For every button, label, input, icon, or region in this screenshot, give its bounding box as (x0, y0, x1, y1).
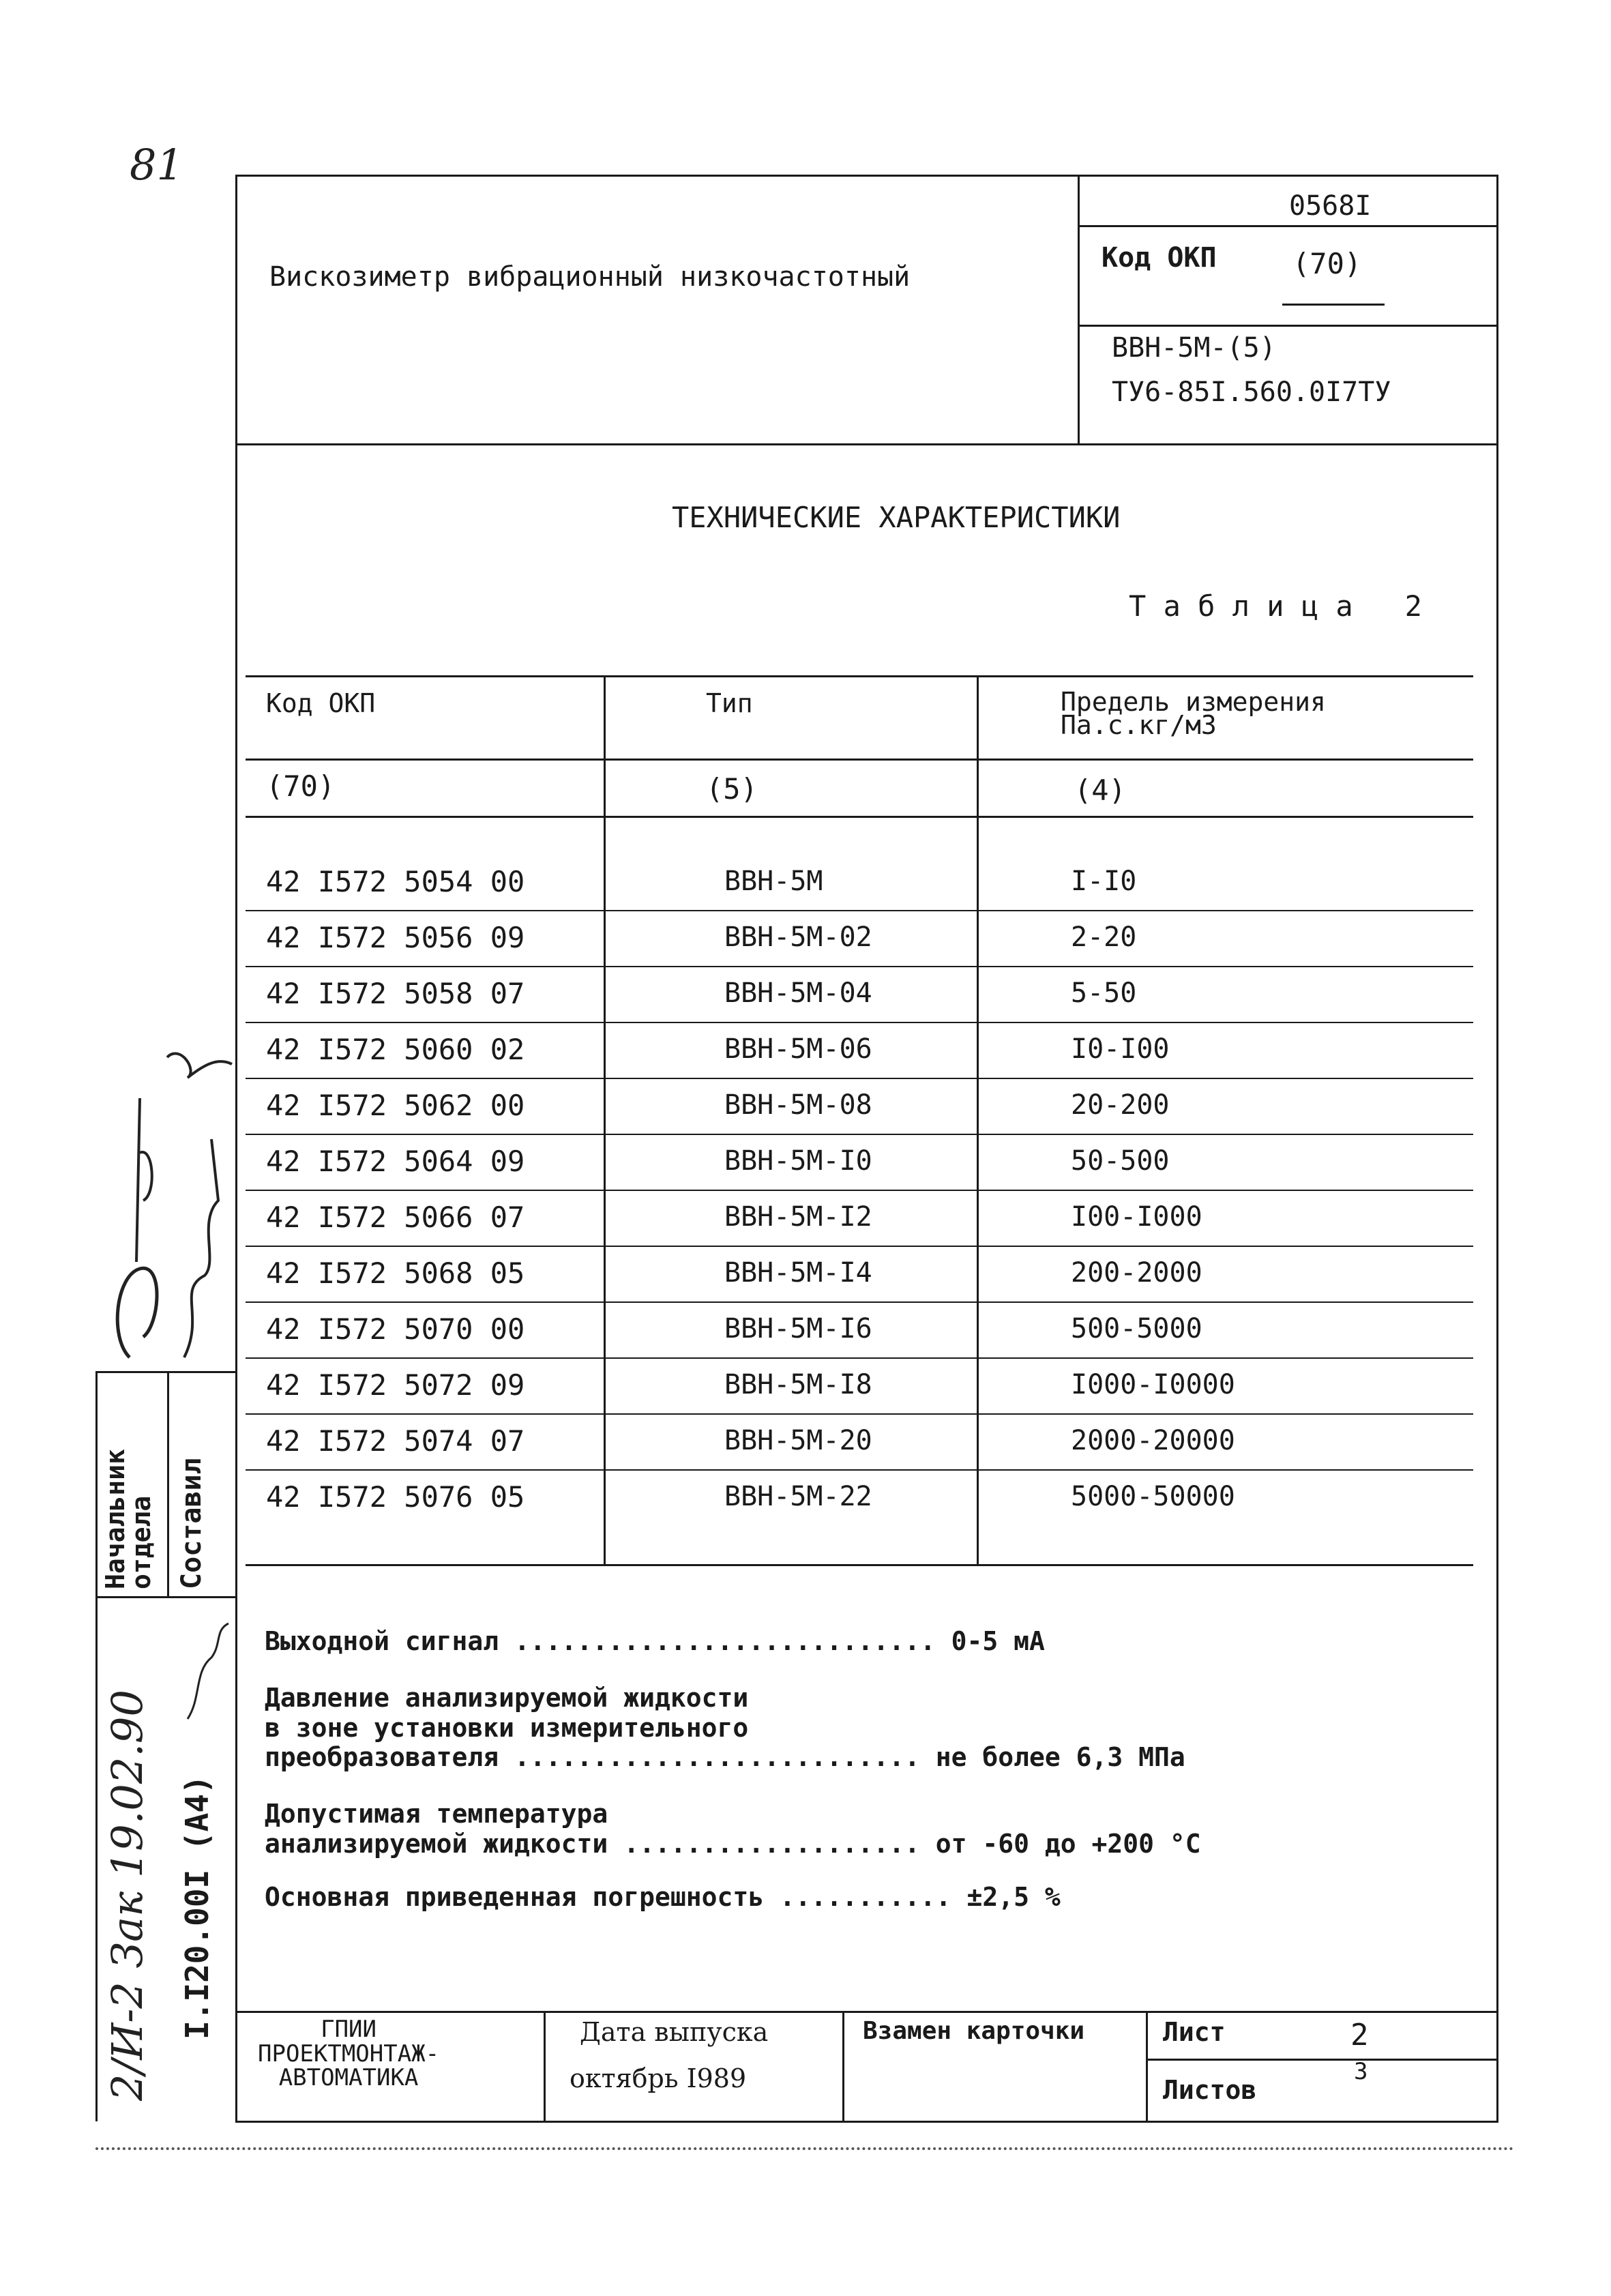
cell-okp: 42 I572 5072 09 (266, 1368, 525, 1402)
table-row-rule (246, 1022, 1473, 1023)
cell-type: ВВН-5М-20 (724, 1425, 872, 1456)
side-strip-bottom (95, 1596, 235, 1598)
table-col-divider-2 (977, 675, 979, 1565)
table-row-rule (246, 1413, 1473, 1415)
cell-type: ВВН-5М-I8 (724, 1369, 872, 1400)
cell-range: I000-I0000 (1071, 1369, 1235, 1400)
cell-range: 2-20 (1071, 922, 1137, 953)
header-right-rule-1 (1078, 225, 1498, 227)
footer-org: ГПИИ ПРОЕКТМОНТАЖ- АВТОМАТИКА (258, 2016, 440, 2092)
cell-range: 50-500 (1071, 1145, 1170, 1177)
side-strip-top (95, 1371, 235, 1373)
cell-range: 500-5000 (1071, 1313, 1202, 1344)
table-row-rule (246, 966, 1473, 967)
table-row-rule (246, 1078, 1473, 1079)
okp-label: Код ОКП (1102, 242, 1217, 274)
footer-sheet-label: Лист (1163, 2017, 1226, 2047)
signature-mark-small (181, 1617, 235, 1726)
spec-output-signal: Выходной сигнал ........................... 0-5 мА (265, 1626, 1045, 1656)
cell-range: I00-I000 (1071, 1201, 1202, 1233)
tu-code: ТУ6-85I.560.0I7ТУ (1112, 377, 1391, 408)
cell-okp: 42 I572 5068 05 (266, 1256, 525, 1290)
cell-range: 2000-20000 (1071, 1425, 1235, 1456)
cell-range: 20-200 (1071, 1089, 1170, 1121)
cell-okp: 42 I572 5070 00 (266, 1312, 525, 1346)
table-label: Т а б л и ц а 2 (1129, 589, 1422, 623)
cell-range: I0-I00 (1071, 1033, 1170, 1065)
table-row-rule (246, 1190, 1473, 1191)
table-row-rule (246, 1357, 1473, 1359)
header-divider (1078, 175, 1080, 444)
cell-type: ВВН-5М-I0 (724, 1145, 872, 1177)
table-col-divider-1 (604, 675, 606, 1565)
table-row-rule (246, 1134, 1473, 1135)
cell-type: ВВН-5М-02 (724, 922, 872, 953)
header-bottom-rule (235, 443, 1498, 445)
footer-sheet-value: 2 (1350, 2018, 1369, 2052)
cell-range: 5000-50000 (1071, 1481, 1235, 1512)
footer-replace-label: Взамен карточки (863, 2017, 1085, 2045)
footer-date-label: Дата выпуска (580, 2017, 769, 2047)
okp-code-underline (1282, 304, 1385, 306)
cell-type: ВВН-5М-08 (724, 1089, 872, 1121)
cell-okp: 42 I572 5066 07 (266, 1201, 525, 1234)
table-top-rule (246, 675, 1473, 677)
side-date-note: 2/И-2 Зак 19.02.90 (102, 1690, 152, 2101)
col-code-okp: (70) (266, 769, 336, 803)
col-code-range: (4) (1074, 774, 1126, 807)
header-right-rule-2 (1078, 325, 1498, 327)
cell-type: ВВН-5М-04 (724, 977, 872, 1009)
cell-type: ВВН-5М-I4 (724, 1257, 872, 1289)
side-head-label: Начальник отдела (100, 1449, 156, 1589)
table-bottom-rule (246, 1564, 1473, 1566)
footer-divider-3 (1146, 2011, 1148, 2123)
side-strip-mid (167, 1371, 169, 1596)
table-header-rule (246, 759, 1473, 761)
table-row-rule (246, 910, 1473, 911)
cell-type: ВВН-5М-22 (724, 1481, 872, 1512)
cell-okp: 42 I572 5074 07 (266, 1424, 525, 1458)
cell-okp: 42 I572 5060 02 (266, 1033, 525, 1066)
bottom-dotted-edge (95, 2147, 1514, 2150)
cell-type: ВВН-5М (724, 866, 823, 897)
cell-okp: 42 I572 5076 05 (266, 1480, 525, 1514)
cell-okp: 42 I572 5064 09 (266, 1145, 525, 1178)
spec-pressure: Давление анализируемой жидкости в зоне установки измерительного преобразователя .......................... не более 6,3 МПа (265, 1683, 1185, 1773)
side-strip-left (95, 1371, 98, 2121)
side-author-label: Составил (176, 1458, 207, 1589)
table-row-rule (246, 1246, 1473, 1247)
footer-divider-2 (842, 2011, 844, 2123)
table-row-rule (246, 1301, 1473, 1303)
section-title: ТЕХНИЧЕСКИЕ ХАРАКТЕРИСТИКИ (672, 501, 1121, 534)
footer-sheets-label: Листов (1163, 2075, 1257, 2105)
cell-okp: 42 I572 5054 00 (266, 865, 525, 898)
footer-divider-1 (544, 2011, 546, 2123)
cell-type: ВВН-5М-I2 (724, 1201, 872, 1233)
cell-okp: 42 I572 5062 00 (266, 1089, 525, 1122)
table-row-rule (246, 1469, 1473, 1471)
footer-top-rule (235, 2011, 1498, 2013)
model-code: ВВН-5М-(5) (1112, 332, 1276, 364)
signature-marks (102, 1016, 239, 1371)
table-code-rule (246, 816, 1473, 818)
cell-range: 5-50 (1071, 977, 1137, 1009)
spec-temperature: Допустимая температура анализируемой жидкости ................... от -60 до +200 °С (265, 1799, 1201, 1859)
handwritten-page-number: 81 (130, 140, 183, 190)
cell-okp: 42 I572 5058 07 (266, 977, 525, 1010)
footer-date-value: октябрь I989 (570, 2063, 747, 2093)
spec-error: Основная приведенная погрешность ........... ±2,5 % (265, 1882, 1061, 1912)
cell-okp: 42 I572 5056 09 (266, 921, 525, 954)
cell-type: ВВН-5М-I6 (724, 1313, 872, 1344)
cell-range: 200-2000 (1071, 1257, 1202, 1289)
cell-range: I-I0 (1071, 866, 1137, 897)
cell-type: ВВН-5М-06 (724, 1033, 872, 1065)
okp-code: (70) (1292, 247, 1362, 280)
footer-sheets-value: 3 (1354, 2058, 1368, 2085)
col-header-range: Предель измерения Па.с.кг/м3 (1061, 687, 1326, 741)
side-doc-code: I.I20.00I (А4) (179, 1775, 216, 2040)
footer-sheet-rule (1146, 2059, 1498, 2061)
card-number: 0568I (1289, 190, 1372, 222)
col-code-type: (5) (706, 772, 758, 806)
col-header-okp: Код ОКП (266, 688, 376, 718)
col-header-type: Тип (706, 688, 753, 718)
product-title: Вискозиметр вибрационный низкочастотный (269, 261, 911, 293)
